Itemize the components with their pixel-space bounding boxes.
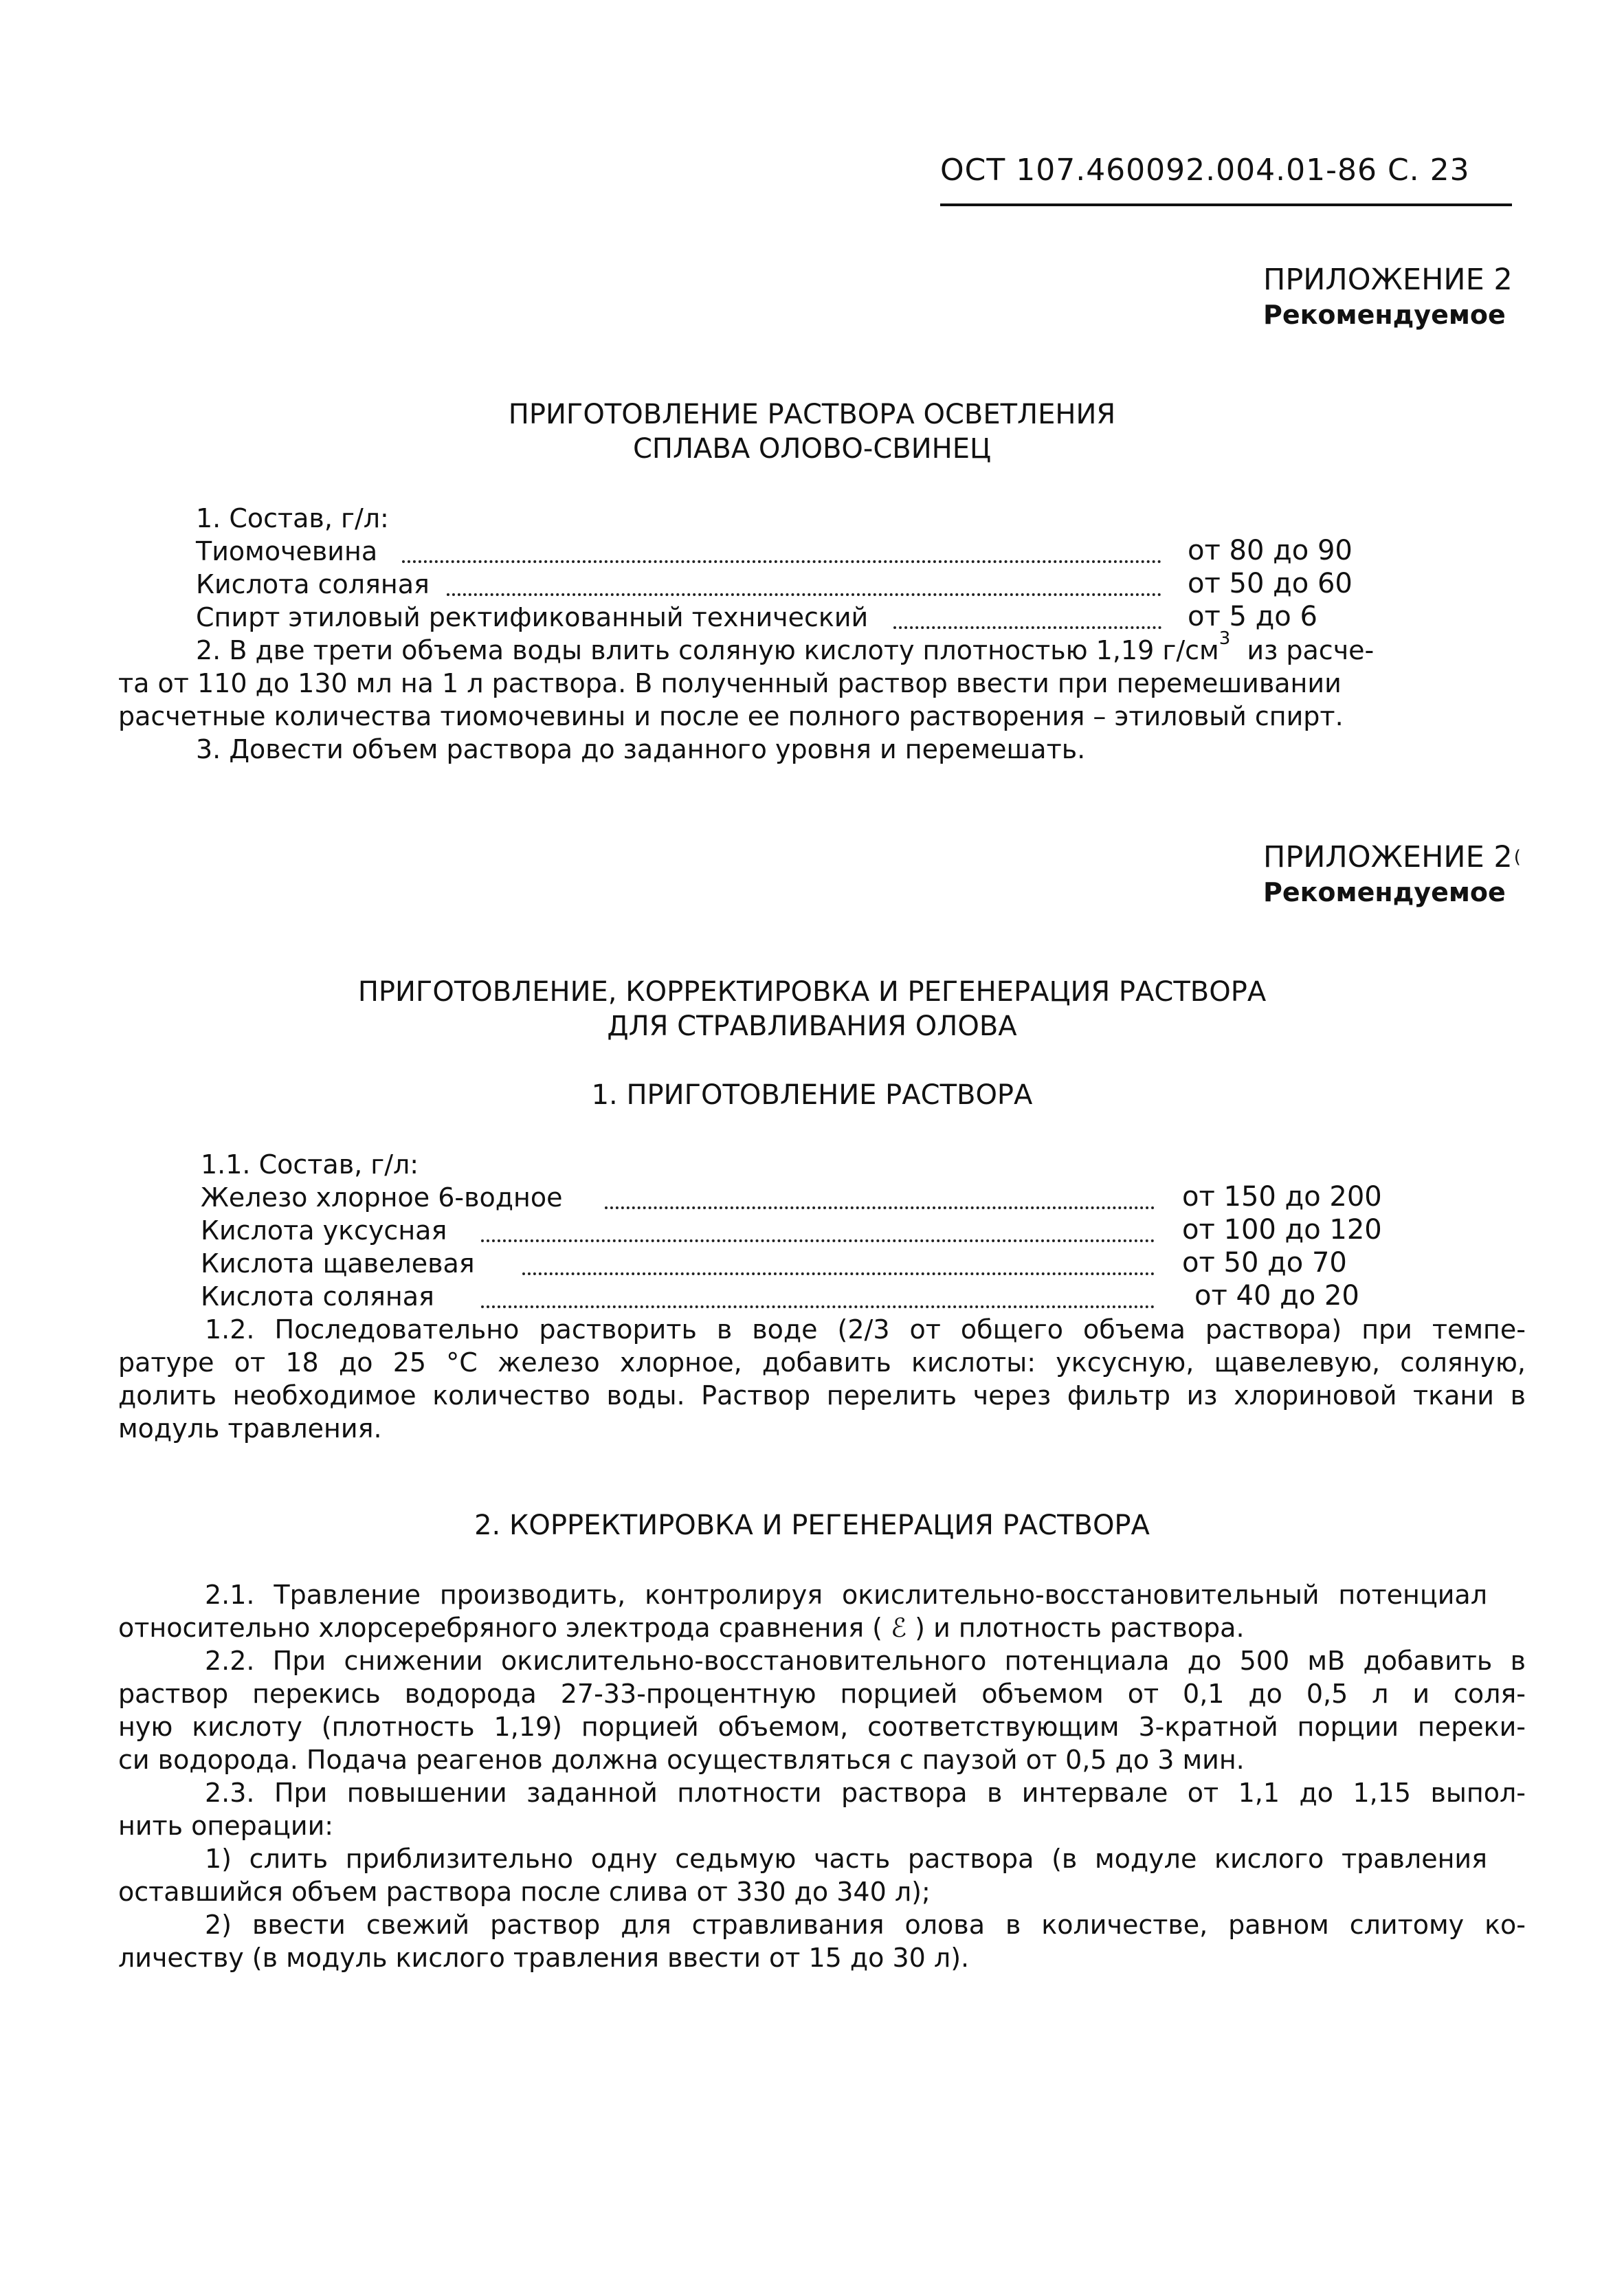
dot-leader xyxy=(481,1305,1155,1308)
paragraph-2-line3: расчетные количества тиомочевины и после ее полного растворения – этиловый спирт. xyxy=(118,701,1344,731)
component-name: Кислота уксусная xyxy=(201,1215,447,1246)
paragraph-1-2-line1: 1.2. Последовательно растворить в воде (2/3 от общего объема раствора) при темпе- xyxy=(205,1314,1526,1345)
dot-leader xyxy=(522,1272,1155,1275)
p2-text: 2. В две трети объема воды влить соляную кислоту плотностью 1,19 г/см xyxy=(196,635,1219,665)
component-value: от 5 до 6 xyxy=(1188,601,1317,632)
paragraph-2-2-line2: раствор перекись водорода 27-33-процентную порцией объемом от 0,1 до 0,5 л и соля- xyxy=(118,1679,1526,1709)
paragraph-2-3-line2: нить операции: xyxy=(118,1811,334,1841)
component-name: Кислота щавелевая xyxy=(201,1248,475,1279)
appendix-title-line1: ПРИГОТОВЛЕНИЕ, КОРРЕКТИРОВКА И РЕГЕНЕРАЦИЯ РАСТВОРА xyxy=(357,976,1267,1008)
paragraph-1-2-line3: долить необходимое количество воды. Раствор перелить через фильтр из хлориновой ткани в xyxy=(118,1380,1526,1411)
appendix-label: ПРИЛОЖЕНИЕ 2 xyxy=(1263,263,1513,297)
paragraph-3: 3. Довести объем раствора до заданного уровня и перемешать. xyxy=(196,734,1086,764)
paragraph-1-2-line2: ратуре от 18 до 25 °С железо хлорное, добавить кислоты: уксусную, щавелевую, соляную, xyxy=(118,1347,1526,1378)
header-rule xyxy=(940,203,1512,206)
component-value: от 50 до 70 xyxy=(1182,1247,1347,1279)
component-value: от 40 до 20 xyxy=(1194,1280,1359,1312)
dot-leader xyxy=(402,560,1161,563)
component-name: Кислота соляная xyxy=(201,1281,434,1312)
dot-leader xyxy=(447,593,1161,596)
component-value: от 100 до 120 xyxy=(1182,1214,1382,1246)
p2-text-end: из расче- xyxy=(1247,635,1375,665)
component-name: Кислота соляная xyxy=(196,569,430,599)
component-name: Тиомочевина xyxy=(196,536,378,566)
section-2-title: 2. КОРРЕКТИРОВКА И РЕГЕНЕРАЦИЯ РАСТВОРА xyxy=(474,1510,1150,1541)
appendix-title-line1: ПРИГОТОВЛЕНИЕ РАСТВОРА ОСВЕТЛЕНИЯ xyxy=(508,399,1116,430)
operation-2-line1: 2) ввести свежий раствор для стравливания олова в количестве, равном слитому ко- xyxy=(205,1910,1526,1940)
operation-1-line1: 1) слить приблизительно одну седьмую часть раствора (в модуле кислого травления xyxy=(205,1844,1487,1874)
p2-superscript: 3 xyxy=(1219,628,1231,649)
appendix-status: Рекомендуемое xyxy=(1263,300,1506,330)
component-name: Спирт этиловый ректификованный технический xyxy=(196,602,869,632)
paragraph-2-1-line2: относительно хлорсеребряного электрода сравнения ( ℰ ) и плотность раствора. xyxy=(118,1613,1245,1643)
paragraph-2-1-line1: 2.1. Травление производить, контролируя окислительно-восстановительный потенциал xyxy=(205,1580,1487,1610)
paragraph-2-line2: та от 110 до 130 мл на 1 л раствора. В полученный раствор ввести при перемешивании xyxy=(118,668,1342,698)
dot-leader xyxy=(893,626,1161,629)
paragraph-2-line1 xyxy=(196,628,1375,665)
appendix-status: Рекомендуемое xyxy=(1263,877,1506,907)
composition-heading: 1.1. Состав, г/л: xyxy=(201,1149,419,1180)
composition-heading: 1. Состав, г/л: xyxy=(196,503,389,533)
operation-1-line2: оставшийся объем раствора после слива от 330 до 340 л); xyxy=(118,1877,931,1907)
appendix-title-line2: ДЛЯ СТРАВЛИВАНИЯ ОЛОВА xyxy=(607,1011,1017,1042)
component-value: от 50 до 60 xyxy=(1188,568,1353,599)
section-1-title: 1. ПРИГОТОВЛЕНИЕ РАСТВОРА xyxy=(591,1079,1033,1111)
paragraph-2-2-line3: ную кислоту (плотность 1,19) порцией объемом, соответствующим 3-кратной порции переки- xyxy=(118,1712,1526,1742)
paragraph-2-3-line1: 2.3. При повышении заданной плотности раствора в интервале от 1,1 до 1,15 выпол- xyxy=(205,1778,1526,1808)
appendix-title-line2: СПЛАВА ОЛОВО-СВИНЕЦ xyxy=(632,433,992,465)
component-name: Железо хлорное 6-водное xyxy=(201,1182,563,1213)
component-value: от 150 до 200 xyxy=(1182,1181,1382,1213)
paragraph-2-2-line4: си водорода. Подача реагенов должна осуществляться с паузой от 0,5 до 3 мин. xyxy=(118,1745,1245,1775)
dot-leader xyxy=(605,1206,1155,1209)
operation-2-line2: личеству (в модуль кислого травления ввести от 15 до 30 л). xyxy=(118,1943,970,1973)
doc-code: ОСТ 107.460092.004.01-86 С. 23 xyxy=(940,153,1470,188)
appendix-label-tail: ( xyxy=(1513,847,1521,868)
component-value: от 80 до 90 xyxy=(1188,535,1353,566)
paragraph-1-2-line4: модуль травления. xyxy=(118,1413,382,1444)
paragraph-2-2-line1: 2.2. При снижении окислительно-восстановительного потенциала до 500 мВ добавить в xyxy=(205,1646,1526,1676)
appendix-label-text: ПРИЛОЖЕНИЕ 2 xyxy=(1263,840,1513,874)
appendix-label xyxy=(1263,840,1521,874)
dot-leader xyxy=(481,1239,1155,1242)
